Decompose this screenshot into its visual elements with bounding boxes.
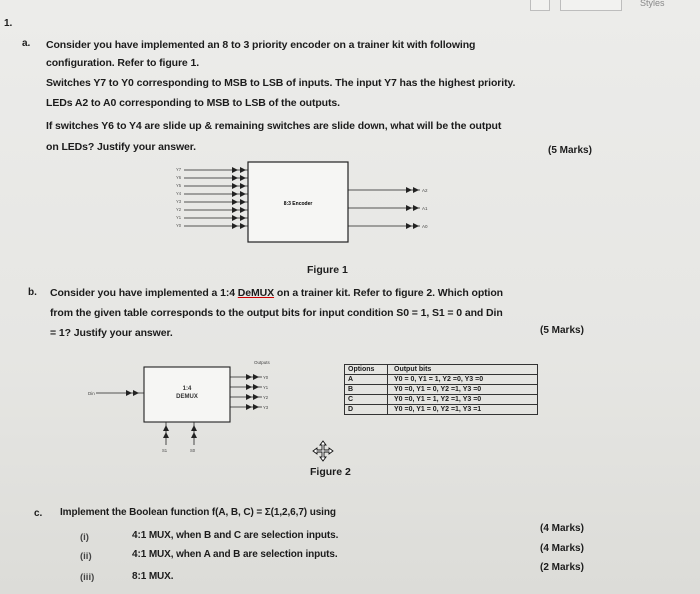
demux-outputs	[230, 374, 269, 410]
input-label: Y5	[176, 183, 182, 188]
item-text: 4:1 MUX, when A and B are selection inputs.	[132, 549, 338, 560]
part-c-intro: Implement the Boolean function f(A, B, C) = Σ(1,2,6,7) using	[60, 507, 336, 518]
part-a-marks: (5 Marks)	[548, 145, 592, 156]
part-a-label: a.	[22, 38, 31, 49]
bits-cell: Y0 = 0, Y1 = 1, Y2 =0, Y3 =0	[388, 375, 538, 385]
item-number: (ii)	[80, 551, 92, 562]
output-label: Y3	[263, 405, 269, 410]
input-label: Y1	[176, 215, 182, 220]
table-header: Options	[345, 365, 388, 375]
part-b-line	[50, 287, 503, 299]
item-text: 8:1 MUX.	[132, 571, 174, 582]
encoder-inputs	[184, 167, 248, 229]
output-label: Y1	[263, 385, 269, 390]
question-number: 1.	[4, 18, 13, 29]
output-label: Y2	[263, 395, 269, 400]
move-cursor-icon	[312, 440, 334, 466]
toolbar-tab[interactable]	[560, 0, 622, 11]
part-a-line: Consider you have implemented an 8 to 3 priority encoder on a trainer kit with following	[46, 39, 476, 51]
bits-cell: Y0 =0, Y1 = 0, Y2 =1, Y3 =1	[388, 405, 538, 415]
input-label: Y6	[176, 175, 182, 180]
part-a-line: configuration. Refer to figure 1.	[46, 57, 200, 69]
outputs-header: Outputs	[254, 360, 270, 365]
part-a-line: on LEDs? Justify your answer.	[46, 141, 196, 153]
encoder-outputs	[348, 187, 428, 229]
demux-label-top: 1:4	[182, 386, 192, 392]
part-b-label: b.	[28, 287, 37, 298]
part-a-line: If switches Y6 to Y4 are slide up & remaining switches are slide down, what will be the output	[46, 120, 502, 132]
output-label: A1	[422, 206, 428, 211]
option-cell: C	[345, 395, 388, 405]
options-table	[344, 364, 538, 415]
item-marks: (4 Marks)	[540, 523, 584, 534]
input-label: Y4	[176, 191, 182, 196]
item-number: (iii)	[80, 572, 95, 583]
toolbar-tab[interactable]	[530, 0, 550, 11]
table-row	[345, 375, 538, 385]
figure-2-diagram	[86, 355, 286, 455]
styles-label[interactable]: Styles	[640, 0, 665, 8]
input-label: Y0	[176, 223, 182, 228]
part-c-label: c.	[34, 508, 43, 519]
figure-1-caption: Figure 1	[307, 264, 348, 276]
table-row	[345, 395, 538, 405]
part-b-marks: (5 Marks)	[540, 325, 584, 336]
option-cell: B	[345, 385, 388, 395]
part-b-demux-word: DeMUX	[237, 287, 275, 299]
item-text: 4:1 MUX, when B and C are selection inputs.	[132, 530, 339, 541]
encoder-label: 8:3 Encoder	[283, 201, 313, 207]
select-label: S0	[190, 448, 196, 453]
part-b-text: Consider you have implemented a 1:4	[50, 287, 238, 299]
select-lines	[162, 422, 197, 453]
bits-cell: Y0 =0, Y1 = 0, Y2 =1, Y3 =0	[388, 385, 538, 395]
item-marks: (4 Marks)	[540, 543, 584, 554]
toolbar-strip	[520, 0, 700, 12]
part-b-line: from the given table corresponds to the output bits for input condition S0 = 1, S1 = 0 and Din	[50, 307, 503, 319]
figure-1-diagram	[170, 160, 450, 250]
input-label: Y7	[176, 167, 182, 172]
part-b-text: on a trainer kit. Refer to figure 2. Which option	[274, 287, 503, 299]
encoder-input-labels	[176, 167, 182, 228]
table-row	[345, 385, 538, 395]
demux-label-bottom: DEMUX	[176, 394, 198, 400]
din-label: Din	[88, 391, 95, 396]
part-a-line: Switches Y7 to Y0 corresponding to MSB to LSB of inputs. The input Y7 has the highest priority.	[46, 77, 516, 89]
table-row	[345, 405, 538, 415]
output-label: A0	[422, 224, 428, 229]
input-label: Y2	[176, 207, 182, 212]
table-header: Output bits	[388, 365, 538, 375]
figure-2-caption: Figure 2	[310, 466, 351, 478]
table-header-row	[345, 365, 538, 375]
item-number: (i)	[80, 532, 89, 543]
option-cell: D	[345, 405, 388, 415]
output-label: A2	[422, 188, 428, 193]
select-label: S1	[162, 448, 168, 453]
option-cell: A	[345, 375, 388, 385]
input-label: Y3	[176, 199, 182, 204]
bits-cell: Y0 =0, Y1 = 1, Y2 =1, Y3 =0	[388, 395, 538, 405]
part-a-line: LEDs A2 to A0 corresponding to MSB to LSB of the outputs.	[46, 97, 340, 109]
part-b-line: = 1? Justify your answer.	[50, 327, 173, 339]
item-marks: (2 Marks)	[540, 562, 584, 573]
output-label: Y0	[263, 375, 269, 380]
